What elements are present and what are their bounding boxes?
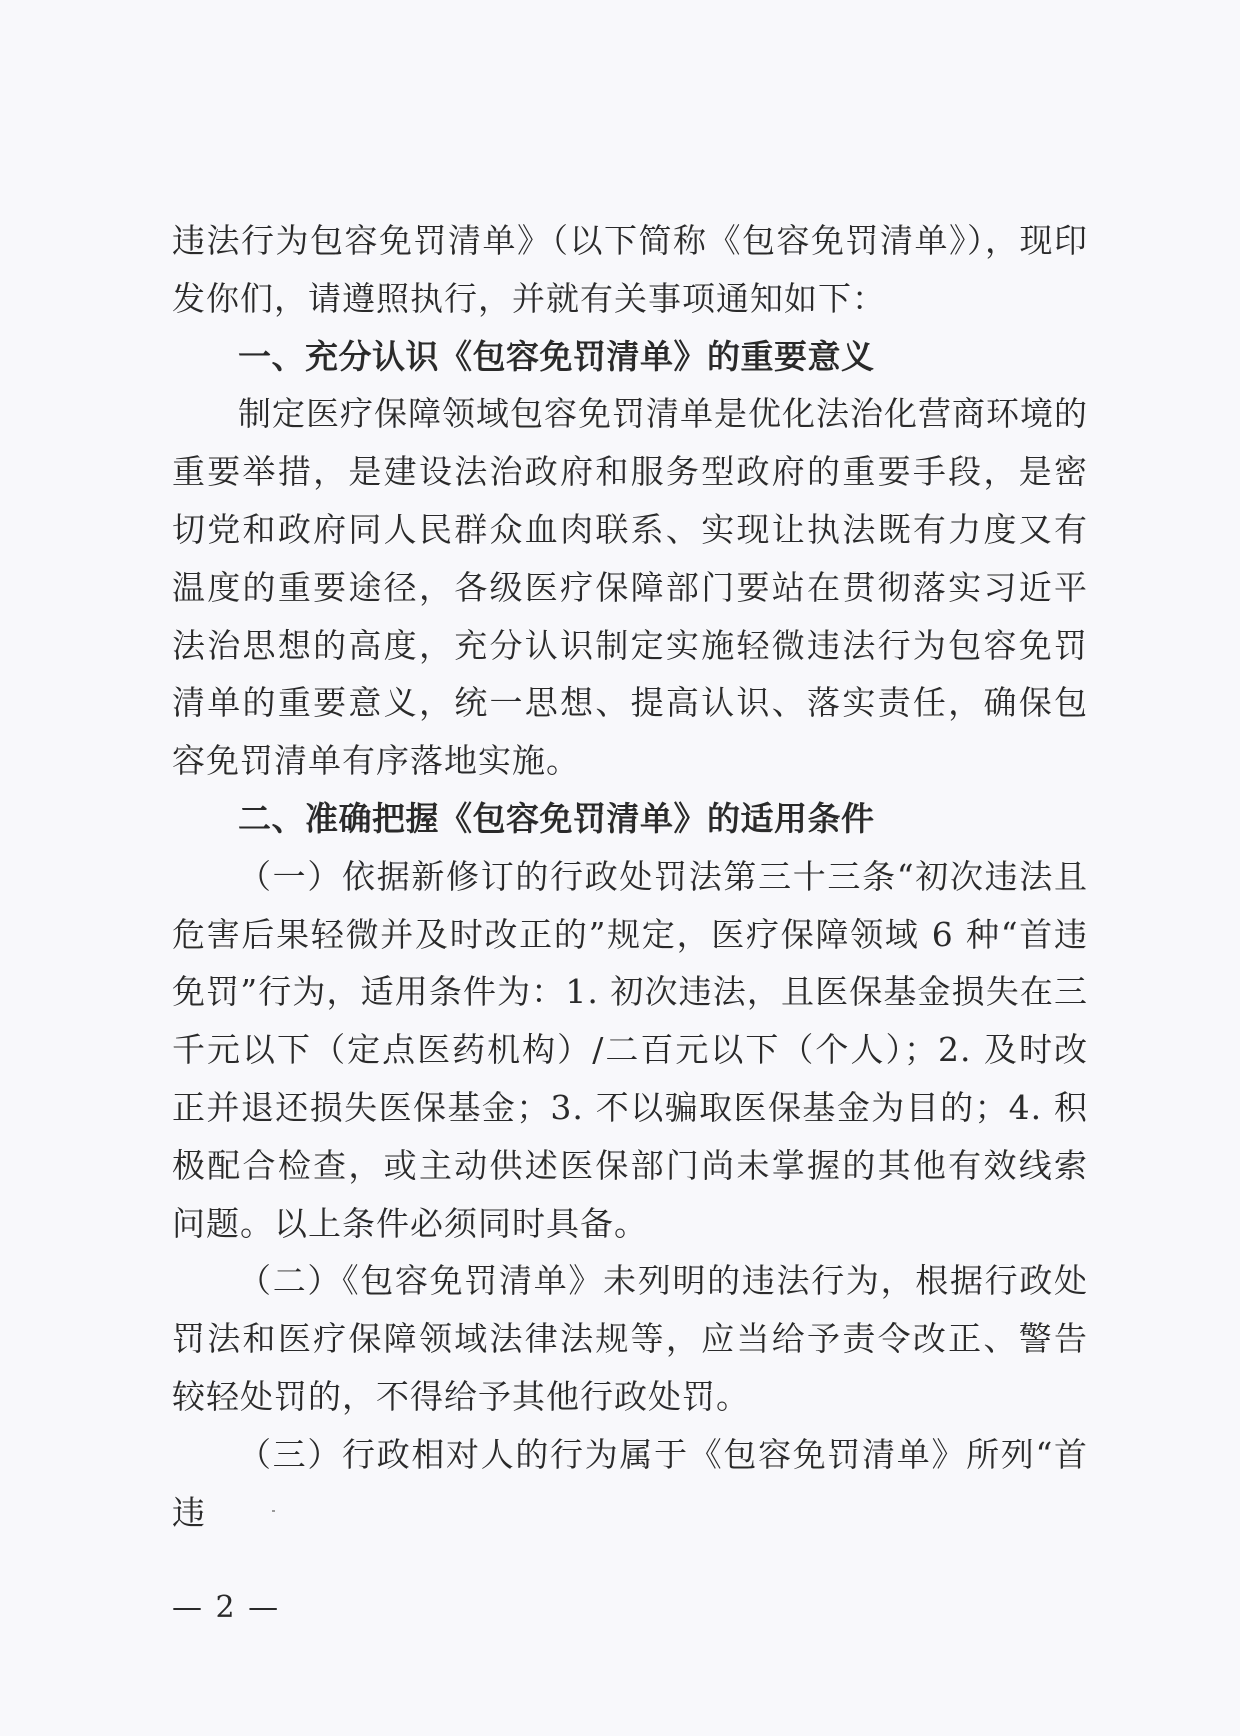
scan-speck [272,1510,275,1512]
paragraph-significance: 制定医疗保障领域包容免罚清单是优化法治化营商环境的重要举措，是建设法治政府和服务型政府的重要手段，是密切党和政府同人民群众血肉联系、实现让执法既有力度又有温度的重要途径，各级医疗保障部门要站在贯彻落实习近平法治思想的高度，充分认识制定实施轻微违法行为包容免罚清单的重要意义，统一思想、提高认识、落实责任，确保包容免罚清单有序落地实施。 [172,394,1088,781]
document-body [172,212,1088,1541]
page-number: — 2 — [172,1590,281,1625]
paragraph-continuation: 违法行为包容免罚清单》（以下简称《包容免罚清单》），现印发你们，请遵照执行，并就有关事项通知如下： [172,221,1088,318]
paragraph-condition-3: （三）行政相对人的行为属于《包容免罚清单》所列“首违 [172,1434,1088,1532]
section-heading-2: 二、准确把握《包容免罚清单》的适用条件 [238,798,875,838]
paragraph-condition-2: （二）《包容免罚清单》未列明的违法行为，根据行政处罚法和医疗保障领域法律法规等，应当给予责令改正、警告较轻处罚的，不得给予其他行政处罚。 [172,1261,1088,1416]
paragraph-condition-1: （一）依据新修订的行政处罚法第三十三条“初次违法且危害后果轻微并及时改正的”规定，医疗保障领域 6 种“首违免罚”行为，适用条件为：1. 初次违法，且医保基金损失在三千元以下（定点医药机构）/二百元以下（个人）；2. 及时改正并退还损失医保基金；3. 不以骗取医保基金为目的；4. 积极配合检查，或主动供述医保部门尚未掌握的其他有效线索问题。以上条件必须同时具备。 [172,856,1088,1243]
section-heading-1: 一、充分认识《包容免罚清单》的重要意义 [238,336,875,376]
